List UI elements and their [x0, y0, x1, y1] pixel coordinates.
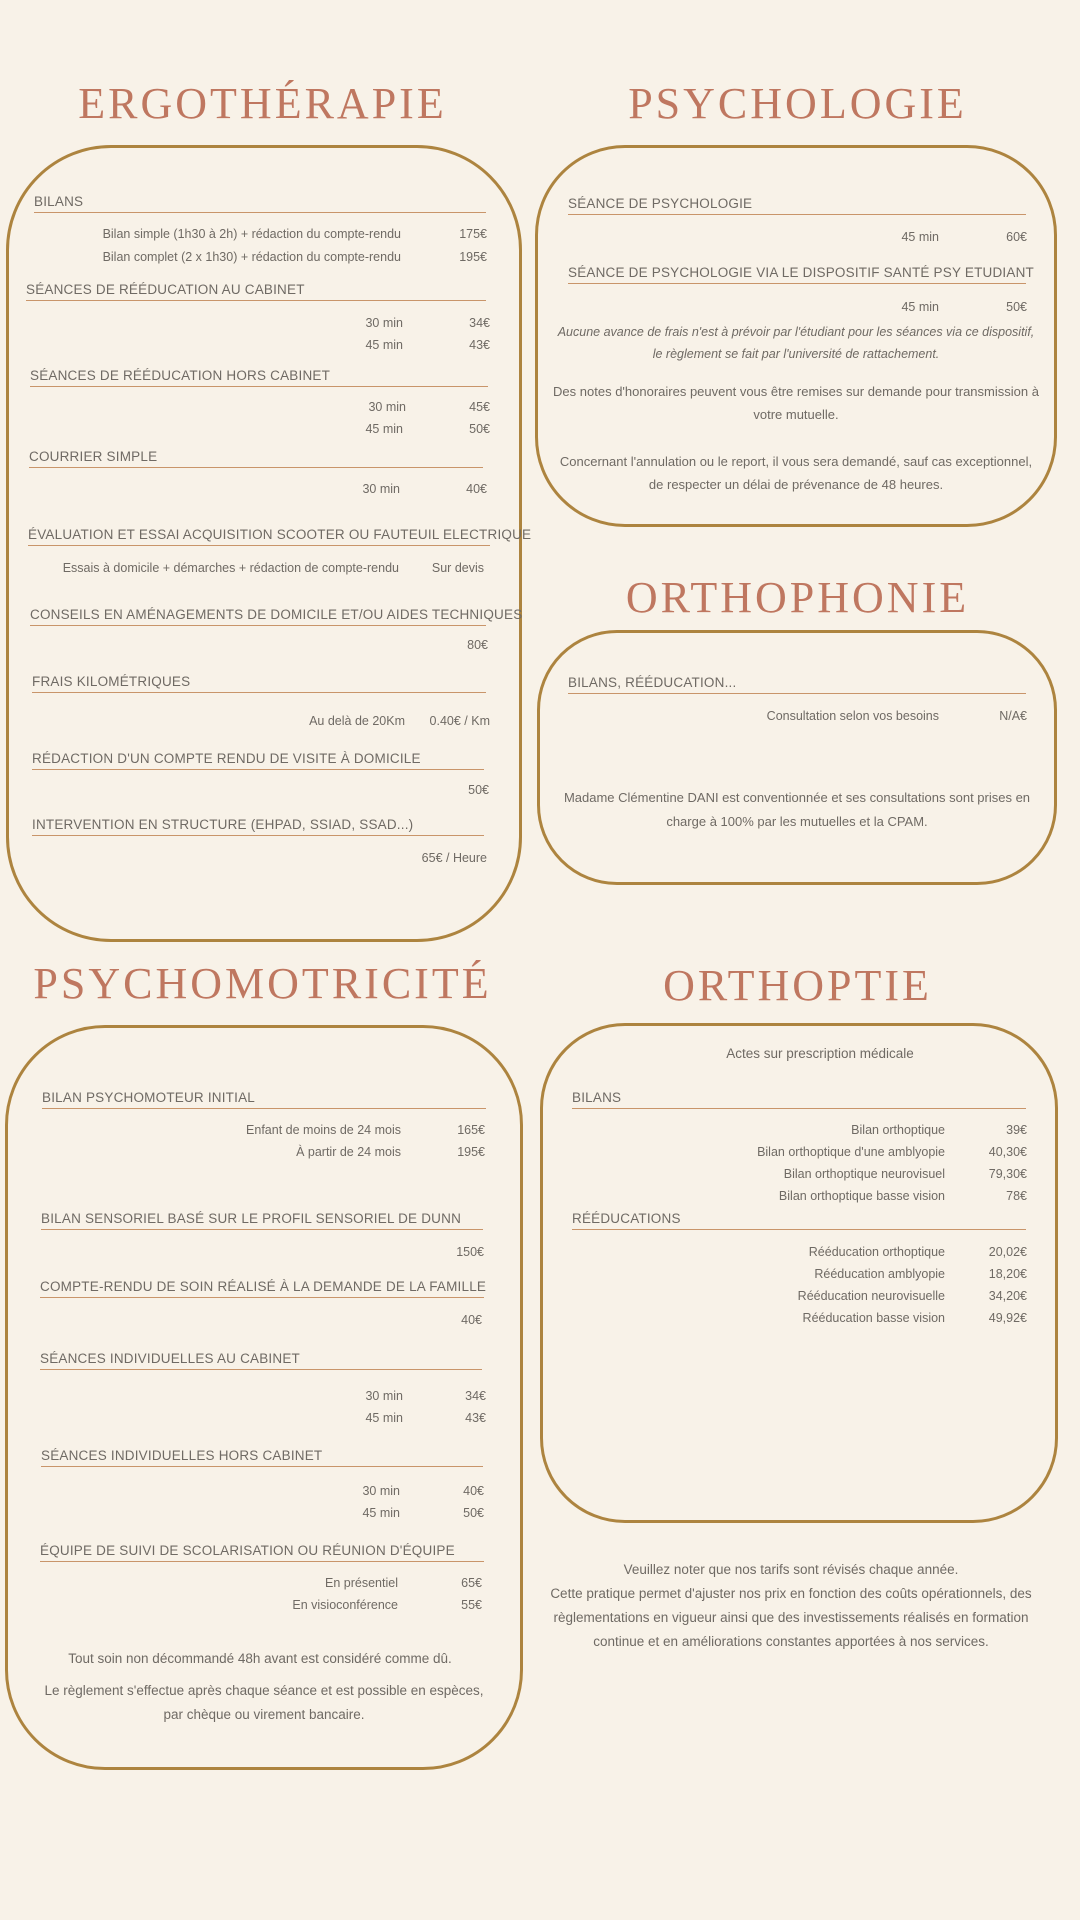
psycho-note-italic: Aucune avance de frais n'est à prévoir par l'étudiant pour les séances via ce dispositif, le règlement se fait par l'université de rattachement.	[557, 325, 1035, 361]
price-label: Rééducation neurovisuelle	[797, 1289, 945, 1303]
price-label: Rééducation amblyopie	[814, 1267, 945, 1281]
price-label: Bilan orthoptique neurovisuel	[783, 1167, 945, 1181]
ergo-cabinet-heading: SÉANCES DE RÉÉDUCATION AU CABINET	[26, 282, 486, 301]
ergotherapie-title: ERGOTHÉRAPIE	[78, 79, 447, 128]
price-label: Bilan complet (2 x 1h30) + rédaction du compte-rendu	[102, 250, 401, 264]
price-label: Enfant de moins de 24 mois	[246, 1123, 401, 1137]
price-value: 45€	[469, 400, 490, 414]
psychomot-note2: Le règlement s'effectue après chaque séance et est possible en espèces, par chèque ou virement bancaire.	[44, 1683, 484, 1722]
psychomot-cabinet-heading: SÉANCES INDIVIDUELLES AU CABINET	[40, 1351, 482, 1370]
price-value: 165€	[457, 1123, 485, 1137]
price-label: 30 min	[365, 316, 403, 330]
price-label: À partir de 24 mois	[296, 1145, 401, 1159]
price-value: 40,30€	[988, 1145, 1027, 1159]
price-label: Bilan orthoptique basse vision	[778, 1189, 945, 1203]
orthoptie-subtitle: Actes sur prescription médicale	[726, 1046, 914, 1061]
price-value: 49,92€	[988, 1311, 1027, 1325]
psychomot-bilan-heading: BILAN PSYCHOMOTEUR INITIAL	[42, 1090, 486, 1109]
price-value: 39€	[1006, 1123, 1027, 1137]
price-value: 40€	[463, 1484, 484, 1498]
price-value: 34,20€	[988, 1289, 1027, 1303]
price-value: 34€	[469, 316, 490, 330]
price-label: 30 min	[365, 1389, 403, 1403]
footer-line1: Veuillez noter que nos tarifs sont révisés chaque année.	[623, 1562, 959, 1577]
price-value: 195€	[457, 1145, 485, 1159]
ergo-bilans-heading: BILANS	[34, 194, 486, 213]
ergo-intervention-heading: INTERVENTION EN STRUCTURE (EHPAD, SSIAD, SSAD...)	[32, 817, 484, 836]
price-label: 45 min	[901, 300, 939, 314]
psychomot-compte-rendu-heading: COMPTE-RENDU DE SOIN RÉALISÉ À LA DEMANDE DE LA FAMILLE	[40, 1279, 484, 1298]
price-label: 45 min	[362, 1506, 400, 1520]
psychologie-title: PSYCHOLOGIE	[628, 79, 967, 128]
price-label: En visioconférence	[292, 1598, 398, 1612]
price-label: 45 min	[901, 230, 939, 244]
price-value: 78€	[1006, 1189, 1027, 1203]
price-value: 50€	[468, 783, 489, 797]
price-value: 195€	[459, 250, 487, 264]
psychomot-note1: Tout soin non décommandé 48h avant est considéré comme dû.	[68, 1651, 452, 1666]
price-label: 30 min	[368, 400, 406, 414]
price-value: 43€	[469, 338, 490, 352]
ergo-conseils-heading: CONSEILS EN AMÉNAGEMENTS DE DOMICILE ET/OU AIDES TECHNIQUES	[30, 607, 486, 626]
ortho-note: Madame Clémentine DANI est conventionnée et ses consultations sont prises en charge à 100% par les mutuelles et la CPAM.	[563, 790, 1031, 829]
psychomotricite-title: PSYCHOMOTRICITÉ	[33, 959, 492, 1008]
price-value: Sur devis	[431, 561, 484, 575]
price-label: Bilan orthoptique	[851, 1123, 945, 1137]
price-value: 50€	[463, 1506, 484, 1520]
orthophonie-card	[537, 630, 1057, 885]
price-label: Consultation selon vos besoins	[766, 709, 939, 723]
price-value: 65€ / Heure	[421, 851, 487, 865]
psychomot-hors-heading: SÉANCES INDIVIDUELLES HORS CABINET	[41, 1448, 483, 1467]
price-label: Rééducation basse vision	[802, 1311, 945, 1325]
price-value: 43€	[465, 1411, 486, 1425]
ergo-courrier-heading: COURRIER SIMPLE	[29, 449, 483, 468]
price-value: 50€	[1006, 300, 1027, 314]
price-value: 20,02€	[988, 1245, 1027, 1259]
price-value: 80€	[467, 638, 488, 652]
price-label: 45 min	[365, 1411, 403, 1425]
price-value: N/A€	[999, 709, 1027, 723]
price-value: 34€	[465, 1389, 486, 1403]
psycho-note-annulation: Concernant l'annulation ou le report, il vous sera demandé, sauf cas exceptionnel, de respecter un délai de prévenance de 48 heures.	[559, 454, 1033, 492]
price-label: Au delà de 20Km	[309, 714, 405, 728]
psycho-seance-heading: SÉANCE DE PSYCHOLOGIE	[568, 196, 1026, 215]
price-value: 0.40€ / Km	[429, 714, 490, 728]
price-label: 45 min	[365, 338, 403, 352]
price-label: Bilan orthoptique d'une amblyopie	[757, 1145, 945, 1159]
psycho-seance-psy-heading: SÉANCE DE PSYCHOLOGIE VIA LE DISPOSITIF SANTÉ PSY ETUDIANT	[568, 265, 1026, 284]
price-value: 65€	[461, 1576, 482, 1590]
footer-line2: Cette pratique permet d'ajuster nos prix en fonction des coûts opérationnels, des règlementations en vigueur ainsi que des investissements réalisés en formation continue et en améliorations constantes apportées à nos services.	[550, 1586, 1032, 1649]
psychomot-sensoriel-heading: BILAN SENSORIEL BASÉ SUR LE PROFIL SENSORIEL DE DUNN	[41, 1211, 483, 1230]
orthoptie-bilans-heading: BILANS	[572, 1090, 1026, 1109]
ergo-hors-heading: SÉANCES DE RÉÉDUCATION HORS CABINET	[30, 368, 488, 387]
price-label: Bilan simple (1h30 à 2h) + rédaction du compte-rendu	[102, 227, 401, 241]
price-value: 40€	[461, 1313, 482, 1327]
price-label: Essais à domicile + démarches + rédaction de compte-rendu	[62, 561, 399, 575]
psycho-note-honoraires: Des notes d'honoraires peuvent vous être remises sur demande pour transmission à votre mutuelle.	[553, 384, 1039, 422]
price-label: 30 min	[362, 482, 400, 496]
price-value: 50€	[469, 422, 490, 436]
price-label: 30 min	[362, 1484, 400, 1498]
price-label: Rééducation orthoptique	[808, 1245, 945, 1259]
ergo-frais-heading: FRAIS KILOMÉTRIQUES	[32, 674, 486, 693]
price-value: 79,30€	[988, 1167, 1027, 1181]
orthophonie-title: ORTHOPHONIE	[625, 573, 970, 622]
orthoptie-reeducations-heading: RÉÉDUCATIONS	[572, 1211, 1026, 1230]
price-value: 60€	[1006, 230, 1027, 244]
ergo-evaluation-heading: ÉVALUATION ET ESSAI ACQUISITION SCOOTER OU FAUTEUIL ELECTRIQUE	[28, 527, 490, 546]
price-value: 18,20€	[988, 1267, 1027, 1281]
orthoptie-title: ORTHOPTIE	[663, 961, 932, 1010]
psychomot-equipe-heading: ÉQUIPE DE SUIVI DE SCOLARISATION OU RÉUNION D'ÉQUIPE	[40, 1543, 484, 1562]
ergo-redaction-heading: RÉDACTION D'UN COMPTE RENDU DE VISITE À DOMICILE	[32, 751, 484, 770]
price-label: 45 min	[365, 422, 403, 436]
price-value: 55€	[461, 1598, 482, 1612]
price-value: 150€	[456, 1245, 484, 1259]
price-label: En présentiel	[325, 1576, 398, 1590]
ortho-bilans-heading: BILANS, RÉÉDUCATION...	[568, 675, 1026, 694]
price-value: 40€	[466, 482, 487, 496]
price-value: 175€	[459, 227, 487, 241]
